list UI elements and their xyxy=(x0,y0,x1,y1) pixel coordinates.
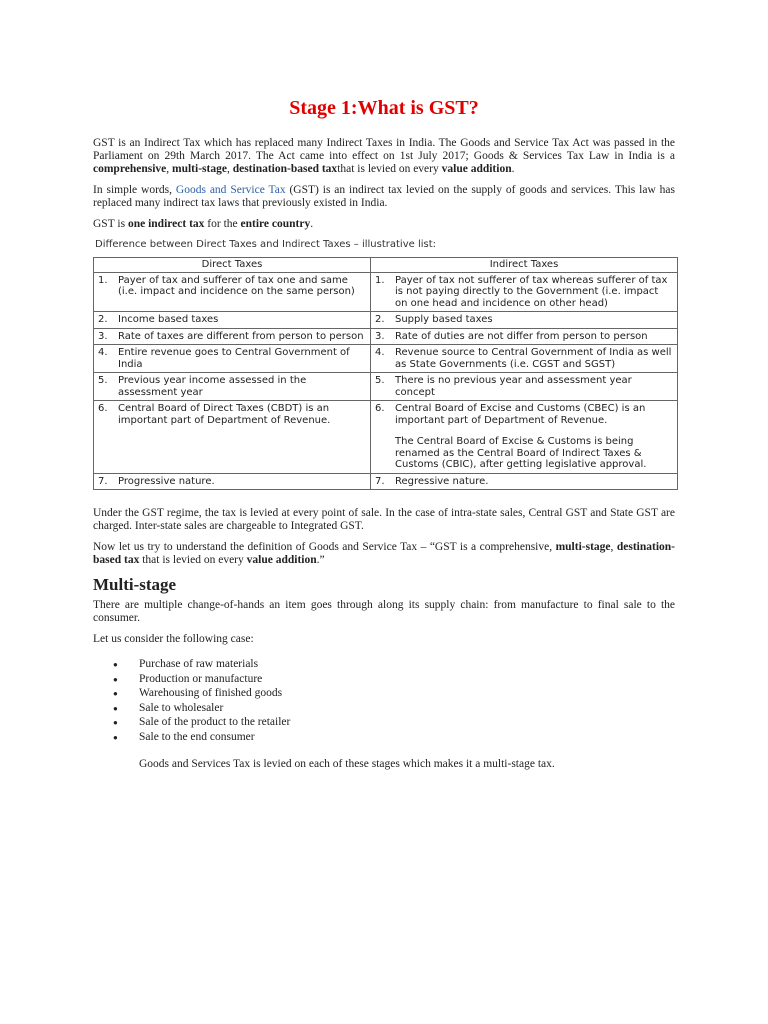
bold-text: value addition xyxy=(441,163,512,175)
list-item-text: Purchase of raw materials xyxy=(139,658,259,670)
bullet-icon: ● xyxy=(113,689,118,698)
cell-text: Rate of duties are not differ from person to person xyxy=(395,330,648,342)
cell-text: Progressive nature. xyxy=(118,475,215,487)
cell-text: Central Board of Excise and Customs (CBEC) is an important part of Department of Revenue. xyxy=(395,403,646,426)
row-number: 3. xyxy=(98,330,108,342)
text: that is levied on every xyxy=(139,554,247,566)
header-indirect-taxes: Indirect Taxes xyxy=(371,258,678,273)
row-number: 5. xyxy=(375,375,385,386)
intro-paragraph-1 xyxy=(93,137,675,176)
document-content xyxy=(93,96,675,779)
table-row xyxy=(94,328,678,345)
text: , xyxy=(166,163,173,175)
indirect-cell xyxy=(371,272,678,312)
bullet-icon: ● xyxy=(113,674,118,684)
row-number: 3. xyxy=(375,330,385,342)
cell-text: Entire revenue goes to Central Government of India xyxy=(118,347,350,370)
row-number: 2. xyxy=(98,314,108,325)
row-number: 4. xyxy=(98,347,108,358)
cell-text: Rate of taxes are different from person to person xyxy=(118,330,364,342)
row-number: 1. xyxy=(98,274,108,286)
row-number: 7. xyxy=(98,475,108,487)
indirect-cell xyxy=(371,345,678,373)
table-header-row xyxy=(94,258,678,273)
row-number: 5. xyxy=(98,375,108,386)
list-item xyxy=(93,702,675,715)
bold-text: destination-based tax xyxy=(232,163,338,175)
table-row xyxy=(94,272,678,312)
direct-cell xyxy=(94,312,371,329)
bullet-icon: ● xyxy=(113,703,118,713)
header-direct-taxes: Direct Taxes xyxy=(94,258,371,273)
row-number: 6. xyxy=(375,403,385,414)
table-caption: Difference between Direct Taxes and Indirect Taxes – illustrative list: xyxy=(95,239,437,250)
cell-text: There is no previous year and assessment year concept xyxy=(395,375,632,398)
text: (GST) is an indirect tax levied on the supply of goods and services. This law has replaced many indirect tax laws that previously existed in India. xyxy=(93,184,675,209)
bold-text: one indirect tax xyxy=(127,218,205,230)
bold-text: comprehensive xyxy=(93,163,167,175)
intro-paragraph-3 xyxy=(93,218,675,231)
intro-paragraph-2 xyxy=(93,184,675,210)
indirect-cell xyxy=(371,312,678,329)
cbic-note: The Central Board of Excise & Customs is being renamed as the Central Board of Indirect Taxes & Customs (CBIC), after getting legislative approval. xyxy=(395,436,647,470)
direct-cell xyxy=(94,272,371,312)
text: . xyxy=(310,218,314,230)
cell-text: Revenue source to Central Government of India as well as State Governments (i.e. CGST and SGST) xyxy=(395,347,672,370)
cell-text: Payer of tax not sufferer of tax whereas sufferer of tax is not paying directly to the Government (i.e. impact on one head and incidence on other head) xyxy=(395,274,668,309)
text: Now let us try to understand the definition of Goods and Service Tax – “GST is a comprehensive, xyxy=(93,541,556,553)
list-item xyxy=(93,687,675,700)
text: .” xyxy=(316,554,325,566)
direct-cell xyxy=(94,328,371,345)
supply-chain-list xyxy=(93,658,675,744)
row-number: 1. xyxy=(375,274,385,286)
bold-text: multi-stage xyxy=(172,163,227,175)
table-row xyxy=(94,473,678,490)
text: , xyxy=(610,541,617,553)
cell-text: Supply based taxes xyxy=(395,314,493,325)
cell-text: Regressive nature. xyxy=(395,475,489,487)
tax-comparison-table xyxy=(93,257,678,490)
list-item xyxy=(93,673,675,686)
case-intro: Let us consider the following case: xyxy=(93,633,254,645)
cell-text: Central Board of Direct Taxes (CBDT) is an important part of Department of Revenue. xyxy=(118,403,331,426)
bold-text: multi-stage xyxy=(555,541,611,553)
list-item-text: Sale of the product to the retailer xyxy=(139,716,291,728)
definition-paragraph xyxy=(93,541,675,567)
cell-text: Previous year income assessed in the assessment year xyxy=(118,375,307,398)
multistage-heading: Multi-stage xyxy=(93,575,177,594)
list-item xyxy=(93,658,675,671)
conclusion-paragraph: Goods and Services Tax is levied on each of these stages which makes it a multi-stage tax. xyxy=(139,757,555,770)
text: , xyxy=(226,163,233,175)
direct-cell xyxy=(94,401,371,474)
text: that is levied on every xyxy=(337,163,442,175)
list-item xyxy=(93,716,675,729)
indirect-cell xyxy=(371,328,678,345)
row-number: 2. xyxy=(375,314,385,325)
row-number: 7. xyxy=(375,475,385,487)
text: GST is xyxy=(93,218,128,230)
text: . xyxy=(511,163,515,175)
list-item-text: Sale to the end consumer xyxy=(139,730,255,743)
list-item-text: Warehousing of finished goods xyxy=(139,687,283,699)
bullet-icon: ● xyxy=(113,732,118,742)
direct-cell xyxy=(94,373,371,401)
list-item-text: Sale to wholesaler xyxy=(139,701,224,714)
indirect-cell xyxy=(371,373,678,401)
bold-text: destination-based tax xyxy=(93,541,675,566)
list-item xyxy=(93,731,675,744)
table-row xyxy=(94,373,678,401)
direct-cell xyxy=(94,345,371,373)
page-title: Stage 1:What is GST? xyxy=(289,97,479,119)
direct-cell xyxy=(94,473,371,490)
bold-text: value addition xyxy=(246,554,317,566)
indirect-cell xyxy=(371,473,678,490)
text: GST is an Indirect Tax which has replaced many Indirect Taxes in India. The Goods and Service Tax Act was passed in the Parliament on 29th March 2017. The Act came into effect on 1st July 2017; Goods & Services Tax Law in India is a xyxy=(93,137,675,162)
text: for the xyxy=(204,218,241,230)
table-row xyxy=(94,345,678,373)
regime-paragraph: Under the GST regime, the tax is levied at every point of sale. In the case of intra-state sales, Central GST and State GST are charged. Inter-state sales are chargeable to Integrated GST. xyxy=(93,507,675,532)
cell-text: Income based taxes xyxy=(118,314,219,325)
cell-text: Payer of tax and sufferer of tax one and same (i.e. impact and incidence on the same person) xyxy=(118,274,355,297)
row-number: 6. xyxy=(98,403,108,414)
multistage-paragraph: There are multiple change-of-hands an item goes through along its supply chain: from manufacture to final sale to the consumer. xyxy=(93,599,675,624)
table-row xyxy=(94,401,678,474)
table-row xyxy=(94,312,678,329)
gst-link[interactable]: Goods and Service Tax xyxy=(175,184,286,196)
text: In simple words, xyxy=(93,184,176,196)
list-item-text: Production or manufacture xyxy=(139,672,263,685)
bullet-icon: ● xyxy=(113,718,118,727)
indirect-cell xyxy=(371,401,678,474)
bullet-icon: ● xyxy=(113,660,118,669)
bold-text: entire country xyxy=(240,218,311,230)
row-number: 4. xyxy=(375,347,385,358)
